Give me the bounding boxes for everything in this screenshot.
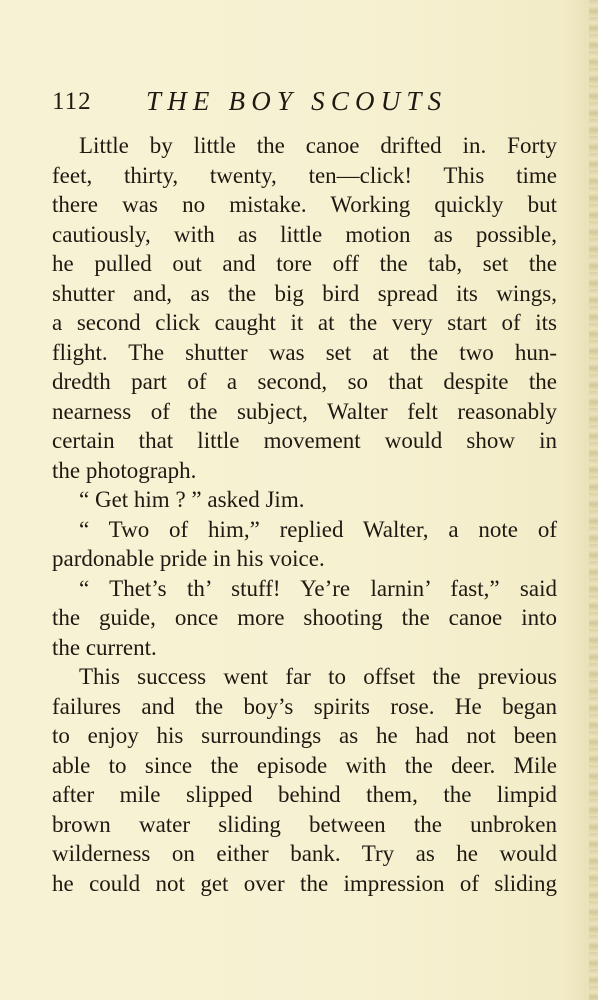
text-line: certain that little movement would show in	[52, 428, 557, 453]
running-head: THE BOY SCOUTS	[146, 86, 448, 116]
text-line: cautiously, with as little motion as possible,	[52, 221, 557, 247]
text-line: This success went far to offset the previous	[79, 664, 557, 689]
text-line: able to since the episode with the deer. Mile	[52, 752, 557, 778]
text-line: feet, thirty, twenty, ten—click! This time	[52, 162, 557, 188]
text-line: a second click caught it at the very start of its	[52, 310, 557, 335]
text-line: there was no mistake. Working quickly but	[52, 192, 557, 217]
text-line: wilderness on either bank. Try as he would	[52, 841, 557, 866]
text-line: brown water sliding between the unbroken	[52, 811, 557, 837]
body-text	[52, 131, 557, 898]
page-header	[52, 86, 552, 120]
text-line: he could not get over the impression of sliding	[52, 870, 557, 896]
text-line: dredth part of a second, so that despite the	[52, 369, 557, 394]
text-line: the photograph.	[52, 457, 197, 483]
text-line: “ Two of him,” replied Walter, a note of	[79, 516, 557, 542]
text-line: flight. The shutter was set at the two hun-	[52, 339, 557, 365]
text-line: Little by little the canoe drifted in. Forty	[79, 133, 557, 158]
page-number: 112	[52, 88, 92, 115]
text-line: he pulled out and tore off the tab, set the	[52, 251, 557, 276]
text-line: “ Get him ? ” asked Jim.	[79, 487, 305, 512]
text-line: shutter and, as the big bird spread its wings,	[52, 280, 557, 306]
text-line: to enjoy his surroundings as he had not been	[52, 723, 557, 748]
text-line: the guide, once more shooting the canoe into	[52, 605, 557, 630]
page-edge	[589, 0, 598, 1000]
text-line: “ Thet’s th’ stuff! Ye’re larnin’ fast,” said	[79, 575, 557, 601]
text-line: nearness of the subject, Walter felt reasonably	[52, 398, 557, 424]
text-line: failures and the boy’s spirits rose. He began	[52, 693, 557, 719]
text-line: the current.	[52, 634, 157, 660]
text-line: pardonable pride in his voice.	[52, 546, 325, 571]
text-line: after mile slipped behind them, the limpid	[52, 782, 557, 807]
